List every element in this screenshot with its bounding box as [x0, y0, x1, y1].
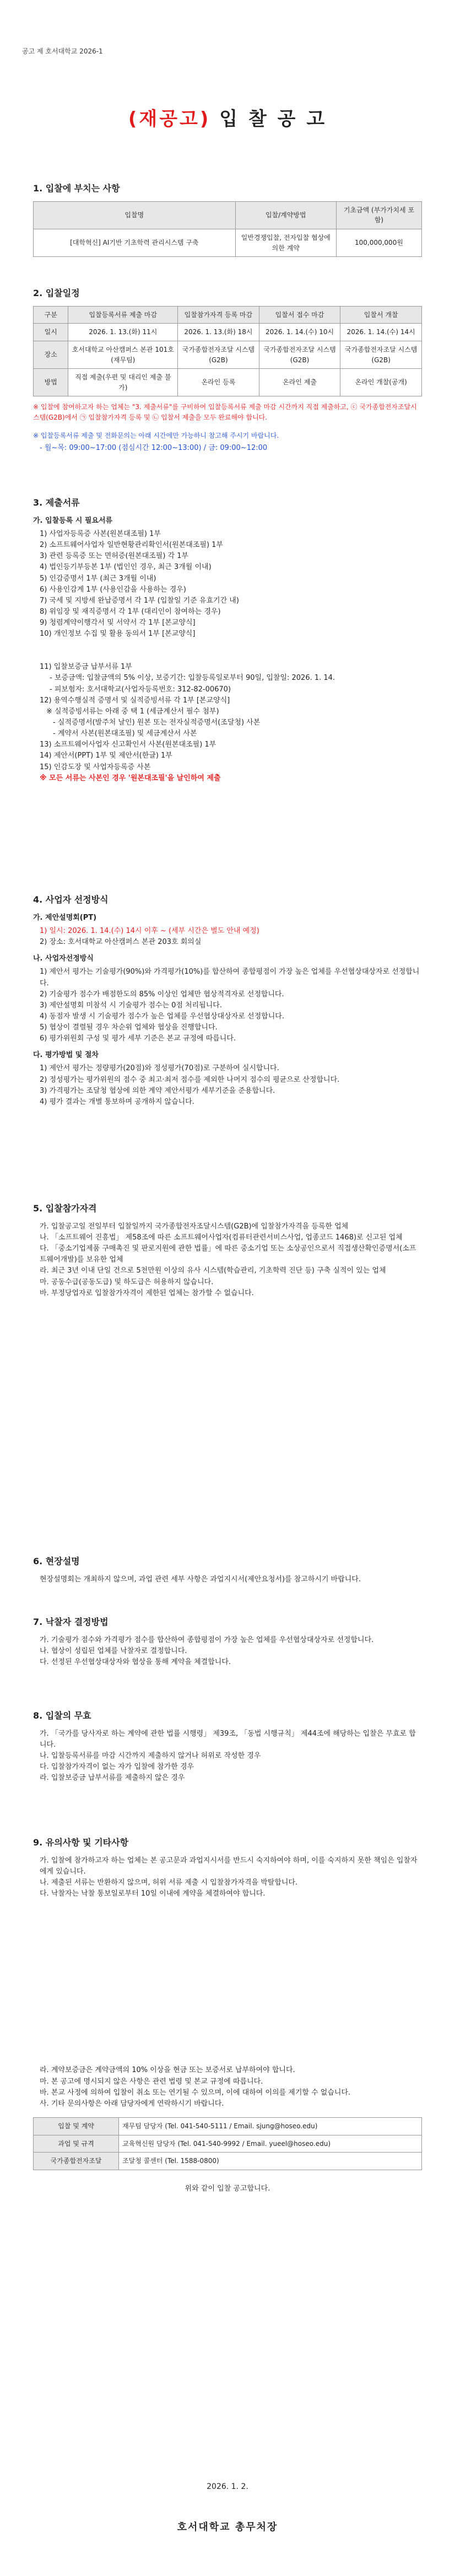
table-header: 입찰/계약방법	[235, 201, 336, 229]
page-title	[0, 105, 455, 134]
list-item: 1) 사업자등록증 사본(원본대조필) 1부	[40, 529, 161, 538]
sub-heading: 가. 입찰등록 시 필요서류	[33, 516, 113, 525]
table-header: 입찰참가자격 등록 마감	[178, 306, 259, 324]
list-item: 가. 기술평가 점수와 가격평가 점수를 합산하여 종합평점이 가장 높은 업체를 우선협상대상자로 선정합니다.	[40, 1635, 374, 1644]
list-item: 7) 국세 및 지방세 완납증명서 각 1부 (입찰일 기준 유효기간 내)	[40, 596, 239, 605]
table-row	[34, 369, 422, 396]
list-item: 13) 소프트웨어사업자 신고확인서 사본(원본대조필) 1부	[40, 740, 216, 749]
list-item: 바. 본교 사정에 의하여 입찰이 취소 또는 연기될 수 있으며, 이에 대하여 이의를 제기할 수 없습니다.	[40, 2088, 351, 2097]
list-item: 4) 평가 결과는 개별 통보하며 공개하지 않습니다.	[40, 1097, 194, 1106]
contact-table	[33, 2117, 422, 2170]
notice-number: 공고 제 호서대학교 2026-1	[22, 47, 103, 55]
title-main: 입 찰 공 고	[219, 108, 327, 130]
list-item: 6) 사용인감계 1부 (사용인감을 사용하는 경우)	[40, 585, 186, 594]
section-heading: 3. 제출서류	[33, 497, 80, 508]
list-item: 바. 부정당업자로 입찰참가자격이 제한된 업체는 참가할 수 없습니다.	[40, 1289, 254, 1297]
table-cell: 교육혁신원 담당자 (Tel. 041-540-9992 / Email. yueel@hoseo.edu)	[119, 2135, 422, 2153]
table-header: 구분	[34, 306, 68, 324]
section-heading: 5. 입찰참가자격	[33, 1203, 97, 1214]
list-item: ※ 모든 서류는 사본인 경우 '원본대조필'을 날인하여 제출	[40, 774, 221, 782]
list-item: 4) 법인등기부등본 1부 (법인인 경우, 최근 3개월 이내)	[40, 563, 212, 572]
list-item: 15) 인감도장 및 사업자등록증 사본	[40, 763, 151, 771]
schedule-note: ※ 입찰에 참여하고자 하는 업체는 "3. 제출서류"를 구비하여 입찰등록서류 제출 마감 시간까지 직접 제출하고, ⓒ 국가종합전자조달시스템(G2B)에서 ㉠ 입찰참가자격 등록 및 ㉡ 입찰서 제출을 모두 완료해야 합니다.	[33, 403, 417, 421]
schedule-table	[33, 306, 422, 397]
table-row	[34, 229, 422, 256]
list-item: 2) 소프트웨어사업자 일반현황관리확인서(원본대조필) 1부	[40, 541, 223, 550]
list-item: - 피보험자: 호서대학교(사업자등록번호: 312-82-00670)	[50, 685, 231, 694]
table-cell: 국가종합전자조달	[34, 2153, 119, 2170]
section-heading: 2. 입찰일정	[33, 288, 80, 298]
list-item: 나. 제출된 서류는 반환하지 않으며, 허위 서류 제출 시 입찰참가자격을 박탈합니다.	[40, 1879, 298, 1887]
closing-text: 위와 같이 입찰 공고합니다.	[185, 2184, 270, 2193]
section-heading: 7. 낙찰자 결정방법	[33, 1617, 109, 1627]
section-bid-items	[33, 182, 422, 257]
table-cell: 방법	[34, 369, 68, 396]
section-award	[33, 1616, 422, 1668]
table-header: 입찰등록서류 제출 마감	[68, 306, 178, 324]
table-cell: 100,000,000원	[336, 229, 421, 256]
list-item: 가. 「국가를 당사자로 하는 계약에 관한 법률 시행령」 제39조, 「동법 시행규칙」 제44조에 해당하는 입찰은 무효로 합니다.	[40, 1729, 416, 1749]
list-item: 3) 제안설명회 미참석 시 기술평가 점수는 0점 처리됩니다.	[40, 1001, 222, 1010]
table-cell: 2026. 1. 13.(화) 11시	[68, 324, 178, 341]
list-item: 8) 위임장 및 재직증명서 각 1부 (대리인이 참여하는 경우)	[40, 607, 221, 616]
table-row	[34, 2135, 422, 2153]
section-documents	[33, 496, 422, 784]
list-item: 다. 낙찰자는 낙찰 통보일로부터 10일 이내에 계약을 체결하여야 합니다.	[40, 1890, 266, 1898]
sub-heading: 나. 사업자선정방식	[33, 954, 94, 963]
list-item: 가. 입찰공고일 전일부터 입찰일까지 국가종합전자조달시스템(G2B)에 입찰참가자격을 등록한 업체	[40, 1222, 349, 1231]
list-item: 다. 선정된 우선협상대상자와 협상을 통해 계약을 체결합니다.	[40, 1658, 231, 1667]
table-cell: 2026. 1. 13.(화) 18시	[178, 324, 259, 341]
list-item: 마. 본 공고에 명시되지 않은 사항은 관련 법령 및 본교 규정에 따릅니다.	[40, 2077, 263, 2086]
section-notes	[33, 1836, 422, 2197]
table-header: 입찰서 개찰	[340, 306, 422, 324]
list-item: 가. 입찰에 참가하고자 하는 업체는 본 공고문과 과업지시서를 반드시 숙지하여야 하며, 이를 숙지하지 못한 책임은 입찰자에게 있습니다.	[40, 1856, 418, 1876]
schedule-note: ※ 입찰등록서류 제출 및 전화문의는 아래 시간에만 가능하니 참고해 주시기 바랍니다.	[33, 431, 279, 439]
list-item: - 계약서 사본(원본대조필) 및 세금계산서 사본	[53, 729, 197, 738]
table-cell: 2026. 1. 14.(수) 14시	[340, 324, 422, 341]
section-heading: 6. 현장설명	[33, 1556, 80, 1566]
table-row	[34, 2153, 422, 2170]
list-item: 12) 용역수행실적 증명서 및 실적증빙서류 각 1부 [본교양식]	[40, 696, 230, 705]
list-item: 나. 입찰등록서류를 마감 시간까지 제출하지 않거나 허위로 작성한 경우	[40, 1752, 261, 1761]
sub-heading: 가. 제안설명회(PT)	[33, 913, 97, 922]
list-item: 다. 입찰참가자격이 없는 자가 입찰에 참가한 경우	[40, 1763, 194, 1772]
list-item: ※ 실적증빙서류는 아래 중 택 1 (세금계산서 필수 첨부)	[46, 707, 219, 716]
list-item: 9) 청렴계약이행각서 및 서약서 각 1부 [본교양식]	[40, 619, 196, 627]
table-cell: 온라인 등록	[178, 369, 259, 396]
table-cell: 호서대학교 아산캠퍼스 본관 101호 (재무팀)	[68, 341, 178, 368]
table-cell: 일시	[34, 324, 68, 341]
list-item: - 실적증명서(발주처 날인) 원본 또는 전자실적증명서(조달청) 사본	[53, 718, 261, 727]
section-schedule	[33, 287, 422, 454]
table-cell: 일반경쟁입찰, 전자입찰 협상에 의한 계약	[235, 229, 336, 256]
list-item: 6) 평가위원회 구성 및 평가 세부 기준은 본교 규정에 따릅니다.	[40, 1034, 236, 1043]
table-row	[34, 341, 422, 368]
list-item: 3) 관련 등록증 또는 면허증(원본대조필) 각 1부	[40, 552, 189, 561]
table-cell: 국가종합전자조달 시스템(G2B)	[340, 341, 422, 368]
table-header: 입찰서 접수 마감	[259, 306, 340, 324]
list-item: 라. 입찰보증금 납부서류를 제출하지 않은 경우	[40, 1774, 185, 1783]
bid-items-table	[33, 201, 422, 257]
section-eligibility	[33, 1202, 422, 1299]
schedule-note: - 월~목: 09:00~17:00 (점심시간 12:00~13:00) / 금: 09:00~12:00	[40, 444, 268, 453]
table-row	[34, 324, 422, 341]
list-item: 1) 제안서 평가는 정량평가(20점)와 정성평가(70점)로 구분하여 실시합니다.	[40, 1064, 279, 1073]
list-item: 2) 기술평가 점수가 배점한도의 85% 이상인 업체만 협상적격자로 선정합니다.	[40, 990, 284, 999]
table-cell: 재무팀 담당자 (Tel. 041-540-5111 / Email. sjung@hoseo.edu)	[119, 2117, 422, 2135]
list-item: 라. 최근 3년 이내 단일 건으로 5천만원 이상의 유사 시스템(학습관리, 기초학력 진단 등) 구축 실적이 있는 업체	[40, 1266, 386, 1275]
table-cell: 직접 제출(우편 및 대리인 제출 불가)	[68, 369, 178, 396]
list-item: 10) 개인정보 수집 및 활용 동의서 1부 [본교양식]	[40, 630, 196, 638]
table-cell: 조달청 콜센터 (Tel. 1588-0800)	[119, 2153, 422, 2170]
list-item: 11) 입찰보증금 납부서류 1부	[40, 663, 132, 672]
list-item: 14) 제안서(PPT) 1부 및 제안서(한글) 1부	[40, 752, 172, 760]
table-cell: 입찰 및 계약	[34, 2117, 119, 2135]
list-item: 나. 「소프트웨어 진흥법」 제58조에 따른 소프트웨어사업자(컴퓨터관련서비스사업, 업종코드 1468)로 신고된 업체	[40, 1233, 403, 1242]
table-cell: 2026. 1. 14.(수) 10시	[259, 324, 340, 341]
table-cell: [대학혁신] AI기반 기초학력 관리시스템 구축	[34, 229, 236, 256]
table-cell: 온라인 개찰(공개)	[340, 369, 422, 396]
table-cell: 국가종합전자조달 시스템(G2B)	[178, 341, 259, 368]
list-item: 사. 기타 문의사항은 아래 담당자에게 연락하시기 바랍니다.	[40, 2099, 224, 2108]
list-item: 5) 협상이 결렬될 경우 차순위 업체와 협상을 진행합니다.	[40, 1023, 218, 1032]
list-item: 4) 동점자 발생 시 기술평가 점수가 높은 업체를 우선협상대상자로 선정합니다.	[40, 1012, 284, 1021]
table-cell: 장소	[34, 341, 68, 368]
issue-date: 2026. 1. 2.	[207, 2482, 248, 2491]
list-item: 3) 가격평가는 조달청 협상에 의한 계약 제안서평가 세부기준을 준용합니다.	[40, 1086, 275, 1095]
table-header: 기초금액 (부가가치세 포함)	[336, 201, 421, 229]
section-heading: 8. 입찰의 무효	[33, 1710, 91, 1721]
issuer-name: 호서대학교 총무처장	[177, 2521, 278, 2533]
section-heading: 4. 사업자 선정방식	[33, 894, 109, 905]
table-cell: 온라인 제출	[259, 369, 340, 396]
title-prefix: (재공고)	[128, 108, 211, 130]
list-item: 2) 정성평가는 평가위원의 점수 중 최고·최저 점수를 제외한 나머지 점수의 평균으로 산정합니다.	[40, 1075, 340, 1084]
table-cell: 과업 및 규격	[34, 2135, 119, 2153]
section-text: 현장설명회는 개최하지 않으며, 과업 관련 세부 사항은 과업지시서(제안요청서)를 참고하시기 바랍니다.	[40, 1575, 361, 1584]
list-item: 라. 계약보증금은 계약금액의 10% 이상을 현금 또는 보증서로 납부하여야 합니다.	[40, 2066, 295, 2075]
section-briefing	[33, 1555, 422, 1585]
section-invalid	[33, 1709, 422, 1784]
list-item: 1) 제안서 평가는 기술평가(90%)와 가격평가(10%)를 합산하여 종합평점이 가장 높은 업체를 우선협상대상자로 선정합니다.	[40, 968, 420, 988]
list-item: 5) 인감증명서 1부 (최근 3개월 이내)	[40, 574, 156, 583]
table-cell: 국가종합전자조달 시스템(G2B)	[259, 341, 340, 368]
table-header: 입찰명	[34, 201, 236, 229]
section-heading: 9. 유의사항 및 기타사항	[33, 1837, 129, 1848]
list-item: 다. 「중소기업제품 구매촉진 및 판로지원에 관한 법률」에 따른 중소기업 또는 소상공인으로서 직접생산확인증명서(소프트웨어개발)를 보유한 업체	[40, 1244, 416, 1264]
list-item: 1) 일시: 2026. 1. 14.(수) 14시 이후 ~ (세부 시간은 별도 안내 예정)	[40, 926, 259, 935]
list-item: 마. 공동수급(공동도급) 및 하도급은 허용하지 않습니다.	[40, 1278, 214, 1286]
sub-heading: 다. 평가방법 및 절차	[33, 1051, 99, 1060]
list-item: 나. 협상이 성립된 업체를 낙찰자로 결정합니다.	[40, 1646, 187, 1655]
list-item: 2) 장소: 호서대학교 아산캠퍼스 본관 203호 회의실	[40, 938, 202, 947]
section-selection	[33, 893, 422, 1108]
table-row	[34, 2117, 422, 2135]
list-item: - 보증금액: 입찰금액의 5% 이상, 보증기간: 입찰등록일로부터 90일, 입찰일: 2026. 1. 14.	[50, 674, 335, 683]
section-heading: 1. 입찰에 부치는 사항	[33, 183, 120, 194]
